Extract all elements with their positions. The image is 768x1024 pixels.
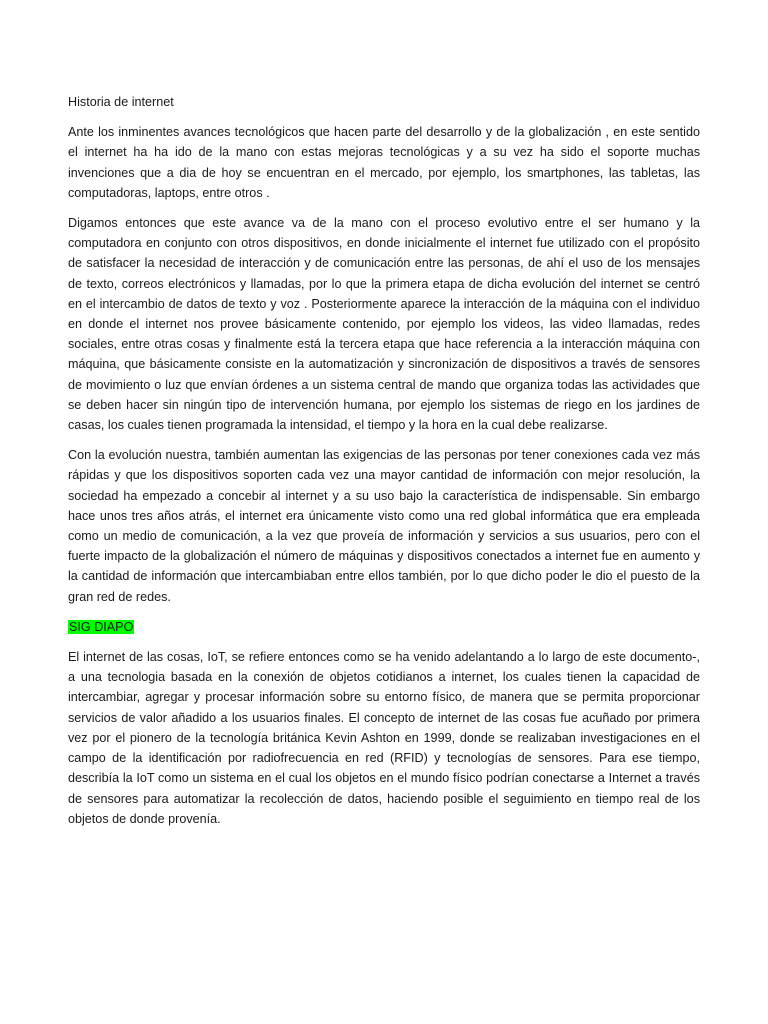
highlighted-note: SIG DIAPO bbox=[69, 619, 134, 634]
paragraph-iot: El internet de las cosas, IoT, se refiere entonces como se ha venido adelantando a lo largo de este documento-, a una tecnologia basada en la conexión de objetos cotidianos a internet, los cuales tienen la capacidad de intercambiar, agregar y procesar información sobre su entorno físico, de manera que se permita proporcionar servicios de valor añadido a los usuarios finales. El concepto de internet de las cosas fue acuñado por primera vez por el pionero de la tecnología británica Kevin Ashton en 1999, donde se realizaban investigaciones en el campo de la identificación por radiofrecuencia en red (RFID) y tecnologías de sensores. Para ese tiempo, describía la IoT como un sistema en el cual los objetos en el mundo físico podrían conectarse a Internet a través de sensores para automatizar la recolección de datos, haciendo posible el seguimiento en tiempo real de los objetos de donde provenía. bbox=[68, 650, 700, 826]
paragraph-evolution: Digamos entonces que este avance va de la mano con el proceso evolutivo entre el ser humano y la computadora en conjunto con otros dispositivos, en donde inicialmente el internet fue utilizado con el propósito de satisfacer la necesidad de interacción y de comunicación entre las personas, de ahí el uso de los mensajes de texto, correos electrónicos y llamadas, por lo que la primera etapa de dicha evolución del internet se centró en el intercambio de datos de texto y voz . Posteriormente aparece la interacción de la máquina con el individuo en donde el internet nos provee básicamente contenido, por ejemplo los videos, las video llamadas, redes sociales, entre otras cosas y finalmente está la tercera etapa que hace referencia a la interacción máquina con máquina, que básicamente consiste en la automatización y sincronización de dispositivos a través de sensores de movimiento o luz que envían órdenes a un sistema central de mando que organiza todas las actividades que se deben hacer sin ningún tipo de intervención humana, por ejemplo los sistemas de riego en los jardines de casas, los cuales tienen programada la intensidad, el tiempo y la hora en la cual debe realizarse. bbox=[68, 216, 700, 433]
paragraph-demands: Con la evolución nuestra, también aumentan las exigencias de las personas por tener conexiones cada vez más rápidas y que los dispositivos soporten cada vez una mayor cantidad de información con mejor resolución, la sociedad ha empezado a concebir al internet y a su uso bajo la característica de indispensable. Sin embargo hace unos tres años atrás, el internet era únicamente visto como una red global informática que era empleada como un medio de comunicación, a la vez que proveía de información y servicios a sus usuarios, pero con el fuerte impacto de la globalización el número de máquinas y dispositivos conectados a internet fue en aumento y la cantidad de información que intercambiaban entre ellos también, por lo que dicho poder le dio el puesto de la gran red de redes. bbox=[68, 448, 700, 604]
paragraph-intro: Ante los inminentes avances tecnológicos que hacen parte del desarrollo y de la globalización , en este sentido el internet ha ha ido de la mano con estas mejoras tecnológicas y a su vez ha sido el soporte muchas invenciones que a dia de hoy se encuentran en el mercado, por ejemplo, los smartphones, las tabletas, las computadoras, laptops, entre otros . bbox=[68, 125, 700, 200]
highlight-line bbox=[68, 617, 700, 637]
document-page bbox=[68, 92, 700, 839]
document-title: Historia de internet bbox=[68, 95, 174, 109]
